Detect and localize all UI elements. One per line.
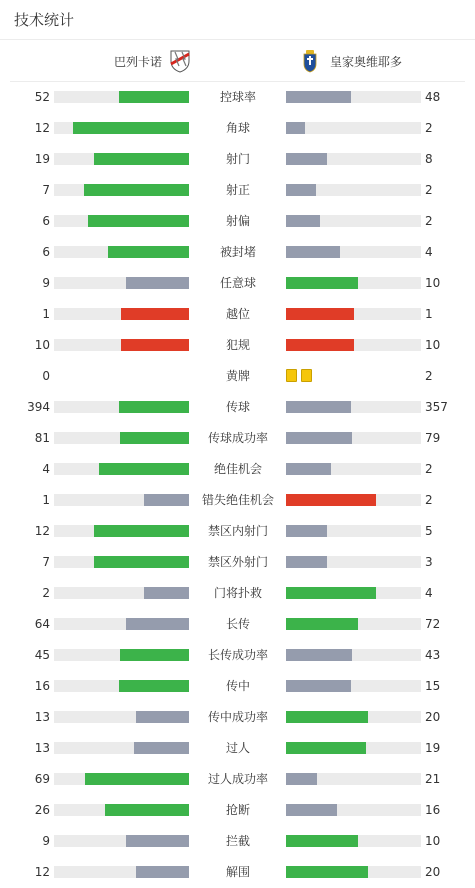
- home-stat-value: 7: [42, 555, 50, 569]
- stat-label: 过人成功率: [207, 772, 268, 786]
- away-stat-bar: [286, 215, 320, 227]
- stat-label: 射偏: [225, 214, 250, 228]
- away-stat-bar-track: [286, 184, 421, 196]
- home-stat-value: 12: [34, 121, 50, 135]
- stat-label: 黄牌: [225, 369, 250, 383]
- stat-label: 绝佳机会: [213, 462, 262, 476]
- home-stat-bar-track: [54, 773, 189, 785]
- home-team[interactable]: [114, 40, 198, 82]
- home-stat-bar: [144, 587, 189, 599]
- home-stat-bar: [105, 804, 189, 816]
- stat-row: [0, 144, 475, 175]
- stat-row: [0, 795, 475, 826]
- home-stat-bar-track: [54, 835, 189, 847]
- stat-row: [0, 454, 475, 485]
- home-stat-bar-track: [54, 401, 189, 413]
- stat-row: [0, 330, 475, 361]
- away-stat-value: 8: [425, 152, 433, 166]
- away-stat-value: 10: [425, 338, 441, 352]
- stat-label: 抢断: [225, 803, 250, 817]
- away-team[interactable]: [294, 40, 402, 82]
- stat-label: 传中成功率: [207, 710, 268, 724]
- away-stat-bar-track: [286, 618, 421, 630]
- stat-label: 过人: [225, 741, 250, 755]
- away-stat-value: 5: [425, 524, 433, 538]
- away-stat-bar: [286, 184, 316, 196]
- away-stat-bar-track: [286, 587, 421, 599]
- away-stat-value: 2: [425, 462, 433, 476]
- away-stat-bar: [286, 122, 305, 134]
- away-stat-value: 2: [425, 183, 433, 197]
- home-stat-bar-track: [54, 308, 189, 320]
- home-stat-bar: [136, 711, 189, 723]
- home-stat-value: 16: [34, 679, 50, 693]
- home-stat-value: 1: [42, 307, 50, 321]
- home-stat-bar-track: [54, 556, 189, 568]
- stat-row: [0, 82, 475, 113]
- home-stat-bar-track: [54, 711, 189, 723]
- stat-label: 传球成功率: [207, 431, 268, 445]
- home-stat-bar: [126, 618, 189, 630]
- stats-list: [0, 82, 475, 888]
- stat-label: 禁区内射门: [207, 524, 268, 538]
- home-stat-value: 26: [34, 803, 50, 817]
- away-stat-value: 72: [425, 617, 441, 631]
- home-stat-bar: [134, 742, 189, 754]
- away-stat-bar-track: [286, 153, 421, 165]
- home-stat-value: 6: [42, 245, 50, 259]
- home-stat-value: 19: [34, 152, 50, 166]
- home-stat-value: 64: [34, 617, 50, 631]
- home-stat-value: 12: [34, 865, 50, 879]
- home-stat-bar: [88, 215, 189, 227]
- stat-label: 被封堵: [219, 245, 256, 259]
- home-stat-value: 69: [34, 772, 50, 786]
- home-stat-bar-track: [54, 525, 189, 537]
- away-stat-value: 2: [425, 369, 433, 383]
- away-stat-bar-track: [286, 432, 421, 444]
- home-stat-bar: [136, 866, 189, 878]
- away-stat-bar: [286, 711, 368, 723]
- away-stat-bar-track: [286, 308, 421, 320]
- stat-row: [0, 485, 475, 516]
- stat-row: [0, 702, 475, 733]
- home-stat-value: 12: [34, 524, 50, 538]
- stat-row: [0, 361, 475, 392]
- home-stat-value: 6: [42, 214, 50, 228]
- stat-row: [0, 578, 475, 609]
- home-stat-bar-track: [54, 215, 189, 227]
- real-oviedo-crest-icon: [298, 49, 322, 73]
- away-stat-bar: [286, 339, 354, 351]
- stat-label: 长传成功率: [207, 648, 268, 662]
- home-stat-value: 52: [34, 90, 50, 104]
- home-stat-value: 0: [42, 369, 50, 383]
- away-stat-value: 357: [425, 400, 448, 414]
- away-stat-bar: [286, 866, 368, 878]
- away-stat-value: 1: [425, 307, 433, 321]
- stat-row: [0, 826, 475, 857]
- stat-row: [0, 268, 475, 299]
- away-stat-bar: [286, 773, 317, 785]
- away-stat-bar: [286, 308, 354, 320]
- team-header: [10, 40, 465, 82]
- away-stat-value: 15: [425, 679, 441, 693]
- away-stat-bar-track: [286, 122, 421, 134]
- stat-row: [0, 857, 475, 888]
- stat-label: 传球: [225, 400, 250, 414]
- away-stat-value: 16: [425, 803, 441, 817]
- stat-row: [0, 175, 475, 206]
- away-stat-bar-track: [286, 866, 421, 878]
- stat-label: 解围: [225, 865, 250, 879]
- stat-row: [0, 516, 475, 547]
- away-stat-value: 21: [425, 772, 441, 786]
- away-stat-value: 4: [425, 586, 433, 600]
- away-stat-value: 3: [425, 555, 433, 569]
- away-yellow-cards: [286, 369, 312, 382]
- away-stat-bar-track: [286, 277, 421, 289]
- home-stat-bar-track: [54, 618, 189, 630]
- home-stat-bar-track: [54, 122, 189, 134]
- stat-label: 角球: [225, 121, 250, 135]
- rayo-vallecano-crest-icon: [168, 49, 192, 73]
- away-stat-bar: [286, 277, 358, 289]
- away-stat-bar: [286, 587, 376, 599]
- home-stat-bar: [120, 649, 189, 661]
- stat-row: [0, 640, 475, 671]
- home-stat-value: 13: [34, 710, 50, 724]
- away-stat-bar: [286, 556, 327, 568]
- home-stat-bar: [84, 184, 189, 196]
- stat-label: 错失绝佳机会: [201, 493, 274, 507]
- home-stat-bar: [85, 773, 189, 785]
- stat-label: 越位: [225, 307, 250, 321]
- away-stat-bar-track: [286, 401, 421, 413]
- away-stat-bar-track: [286, 773, 421, 785]
- home-stat-value: 81: [34, 431, 50, 445]
- home-stat-bar: [121, 339, 189, 351]
- home-stat-bar: [126, 277, 189, 289]
- away-stat-bar: [286, 432, 352, 444]
- away-stat-bar-track: [286, 711, 421, 723]
- home-stat-bar-track: [54, 649, 189, 661]
- stat-row: [0, 609, 475, 640]
- away-stat-bar-track: [286, 556, 421, 568]
- stat-row: [0, 206, 475, 237]
- home-stat-value: 13: [34, 741, 50, 755]
- home-stat-value: 9: [42, 276, 50, 290]
- away-stat-bar-track: [286, 463, 421, 475]
- away-stat-bar-track: [286, 215, 421, 227]
- home-stat-bar-track: [54, 246, 189, 258]
- home-stat-bar-track: [54, 153, 189, 165]
- away-stat-bar: [286, 494, 376, 506]
- away-stat-value: 79: [425, 431, 441, 445]
- home-stat-bar-track: [54, 463, 189, 475]
- stat-row: [0, 547, 475, 578]
- home-stat-bar: [108, 246, 189, 258]
- away-stat-value: 2: [425, 121, 433, 135]
- yellow-card-icon: [301, 369, 312, 382]
- stat-row: [0, 299, 475, 330]
- stat-row: [0, 671, 475, 702]
- away-stat-bar: [286, 742, 366, 754]
- home-stat-bar-track: [54, 339, 189, 351]
- away-stat-bar: [286, 525, 327, 537]
- home-stat-bar-track: [54, 680, 189, 692]
- away-stat-value: 10: [425, 834, 441, 848]
- away-stat-bar-track: [286, 339, 421, 351]
- home-stat-bar: [144, 494, 189, 506]
- away-stat-bar-track: [286, 525, 421, 537]
- away-stat-bar-track: [286, 246, 421, 258]
- home-stat-value: 7: [42, 183, 50, 197]
- home-stat-bar: [94, 525, 189, 537]
- home-stat-bar: [99, 463, 189, 475]
- stat-row: [0, 237, 475, 268]
- home-stat-bar: [94, 556, 189, 568]
- away-stat-value: 43: [425, 648, 441, 662]
- home-stat-value: 1: [42, 493, 50, 507]
- page-title-bar: [0, 0, 475, 40]
- stat-label: 任意球: [219, 276, 256, 290]
- home-stat-value: 4: [42, 462, 50, 476]
- away-stat-bar-track: [286, 494, 421, 506]
- home-stat-bar-track: [54, 866, 189, 878]
- home-stat-value: 45: [34, 648, 50, 662]
- stat-label: 门将扑救: [213, 586, 262, 600]
- home-stat-value: 394: [27, 400, 50, 414]
- away-stat-bar: [286, 401, 351, 413]
- stat-label: 犯规: [225, 338, 250, 352]
- away-stat-bar: [286, 649, 352, 661]
- home-stat-value: 9: [42, 834, 50, 848]
- away-stat-value: 48: [425, 90, 441, 104]
- home-stat-bar-track: [54, 587, 189, 599]
- home-stat-bar-track: [54, 277, 189, 289]
- home-stat-bar-track: [54, 494, 189, 506]
- stat-label: 射门: [225, 152, 250, 166]
- home-stat-bar: [120, 432, 189, 444]
- away-team-name: 皇家奥维耶多: [330, 54, 403, 69]
- away-stat-bar-track: [286, 804, 421, 816]
- away-stat-bar: [286, 246, 340, 258]
- away-stat-bar-track: [286, 649, 421, 661]
- home-stat-bar-track: [54, 804, 189, 816]
- home-stat-bar: [126, 835, 189, 847]
- home-stat-bar: [119, 680, 189, 692]
- home-stat-bar: [121, 308, 189, 320]
- stat-label: 控球率: [219, 90, 256, 104]
- away-stat-value: 19: [425, 741, 441, 755]
- stat-row: [0, 113, 475, 144]
- home-stat-bar: [73, 122, 189, 134]
- away-stat-value: 10: [425, 276, 441, 290]
- away-stat-value: 2: [425, 493, 433, 507]
- page-title: 技术统计: [14, 11, 75, 29]
- away-stat-bar: [286, 835, 358, 847]
- away-stat-bar: [286, 91, 351, 103]
- home-stat-bar-track: [54, 432, 189, 444]
- home-stat-bar: [119, 401, 189, 413]
- away-stat-bar-track: [286, 835, 421, 847]
- stat-label: 传中: [225, 679, 250, 693]
- home-stat-bar-track: [54, 742, 189, 754]
- home-stat-bar-track: [54, 184, 189, 196]
- away-stat-value: 20: [425, 710, 441, 724]
- yellow-card-icon: [286, 369, 297, 382]
- home-stat-bar: [119, 91, 189, 103]
- home-stat-value: 2: [42, 586, 50, 600]
- stat-label: 射正: [225, 183, 250, 197]
- away-stat-bar: [286, 153, 327, 165]
- stat-label: 拦截: [225, 834, 250, 848]
- stat-row: [0, 392, 475, 423]
- stat-label: 禁区外射门: [207, 555, 268, 569]
- home-stat-bar-track: [54, 91, 189, 103]
- stat-row: [0, 423, 475, 454]
- home-stat-value: 10: [34, 338, 50, 352]
- away-stat-bar: [286, 804, 337, 816]
- home-stat-bar: [94, 153, 189, 165]
- stat-row: [0, 764, 475, 795]
- away-stat-bar: [286, 463, 331, 475]
- stat-row: [0, 733, 475, 764]
- away-stat-bar: [286, 618, 358, 630]
- away-stat-value: 4: [425, 245, 433, 259]
- away-stat-value: 20: [425, 865, 441, 879]
- away-stat-bar-track: [286, 91, 421, 103]
- away-stat-bar-track: [286, 742, 421, 754]
- home-team-name: 巴列卡诺: [114, 54, 163, 69]
- away-stat-value: 2: [425, 214, 433, 228]
- away-stat-bar: [286, 680, 351, 692]
- stat-label: 长传: [225, 617, 250, 631]
- away-stat-bar-track: [286, 680, 421, 692]
